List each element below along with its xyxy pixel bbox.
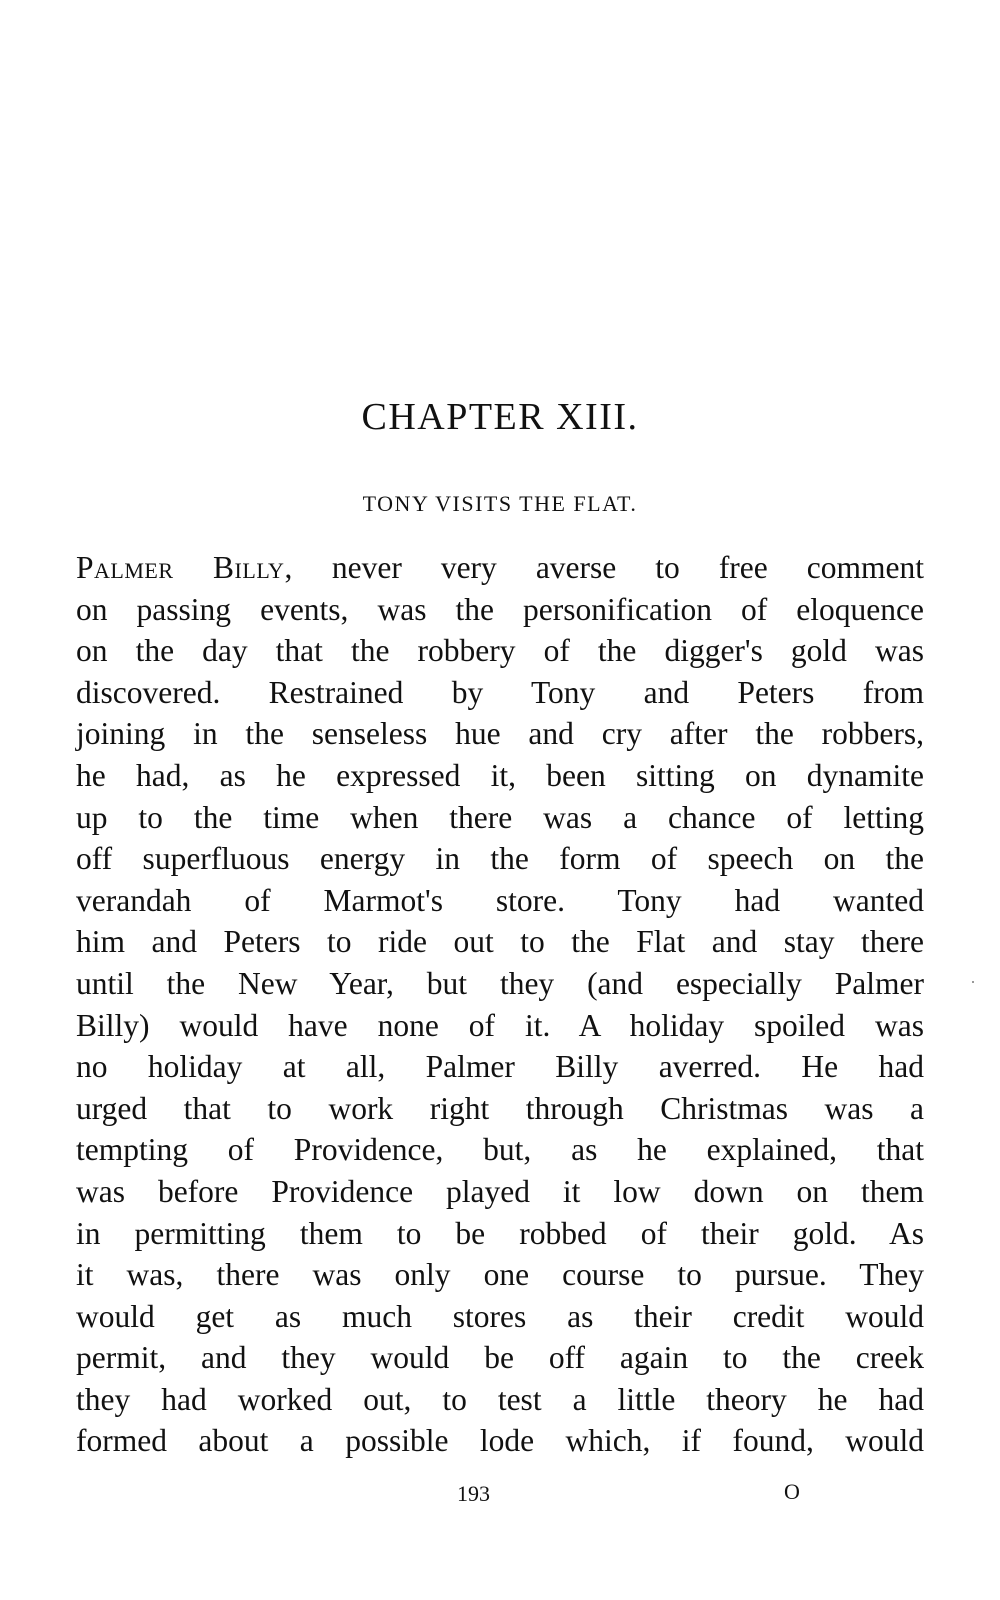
signature-mark: O	[784, 1479, 800, 1504]
text-line: would get as much stores as their credit would	[76, 1298, 924, 1334]
text-line: discovered. Restrained by Tony and Peters from	[76, 674, 924, 710]
text-line: it was, there was only one course to pursue. They	[76, 1257, 924, 1293]
page-number: 193	[457, 1481, 490, 1506]
text-line: on the day that the robbery of the digger's gold was	[76, 633, 924, 669]
text-line: formed about a possible lode which, if found, would	[76, 1423, 924, 1459]
text-line: on passing events, was the personification of eloquence	[76, 591, 924, 627]
text-line: permit, and they would be off again to the creek	[76, 1340, 924, 1376]
text-line: off superfluous energy in the form of speech on the	[76, 841, 924, 877]
margin-speck	[972, 981, 974, 983]
text-line: Billy) would have none of it. A holiday spoiled was	[76, 1007, 924, 1043]
text-line: until the New Year, but they (and especially Palmer	[76, 965, 924, 1001]
text-line: verandah of Marmot's store. Tony had wanted	[76, 882, 924, 918]
text-line: they had worked out, to test a little theory he had	[76, 1381, 924, 1417]
text-line: urged that to work right through Christmas was a	[76, 1090, 924, 1126]
text-line-1	[76, 547, 924, 589]
text-line: up to the time when there was a chance of letting	[76, 799, 924, 835]
text-line-1-rest: never very averse to free comment	[292, 550, 925, 585]
text-line: in permitting them to be robbed of their gold. As	[76, 1215, 924, 1251]
lead-in-small-caps: Palmer Billy,	[76, 550, 293, 585]
text-line: him and Peters to ride out to the Flat and stay there	[76, 924, 924, 960]
text-line: he had, as he expressed it, been sitting on dynamite	[76, 757, 924, 793]
body-paragraph	[76, 547, 924, 1462]
text-line: no holiday at all, Palmer Billy averred. He had	[76, 1049, 924, 1085]
chapter-heading: CHAPTER XIII.	[361, 396, 639, 438]
text-line: was before Providence played it low down on them	[76, 1173, 924, 1209]
text-line: tempting of Providence, but, as he explained, that	[76, 1132, 924, 1168]
text-line: joining in the senseless hue and cry after the robbers,	[76, 716, 924, 752]
chapter-subtitle: TONY VISITS THE FLAT.	[362, 491, 638, 516]
